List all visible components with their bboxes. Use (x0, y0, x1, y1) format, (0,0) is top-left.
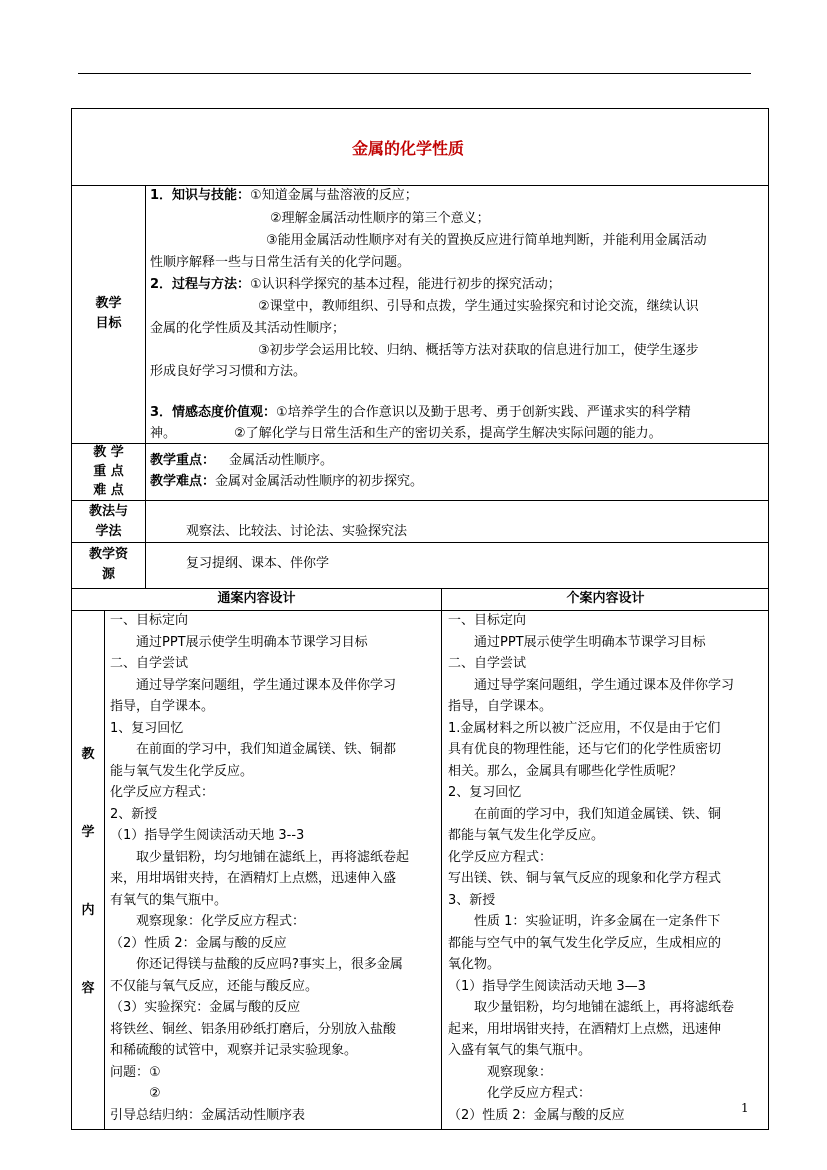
objective-line: ③能用金属活动性顺序对有关的置换反应进行简单地判断，并能利用金属活动 (266, 233, 707, 248)
content-line: 通过导学案问题组，学生通过课本及伴你学习 (110, 677, 397, 693)
content-line: 化学反应方程式： (448, 849, 553, 865)
teaching-focus: 教学重点： 金属活动性顺序。 (150, 453, 334, 468)
objective-emotion: 3．情感态度价值观：①培养学生的合作意识以及勤于思考、勇于创新实践、严谨求实的科学精 (150, 405, 691, 420)
header-rule (78, 73, 751, 74)
content-line: 写出镁、铁、铜与氧气反应的现象和化学方程式 (448, 871, 722, 886)
method-label: 教法与 学法 (88, 504, 128, 539)
objective-line: ②理解金属活动性顺序的第三个意义； (270, 211, 490, 226)
content-line: 氧化物。 (448, 957, 501, 972)
content-line: 指导，自学课本。 (110, 699, 215, 714)
content-line: 2、新授 (110, 806, 158, 822)
content-line: 性质 1：实验证明，许多金属在一定条件下 (448, 914, 721, 929)
content-line: 3、新授 (448, 892, 496, 908)
content-line: 通过PPT展示使学生明确本节课学习目标 (110, 634, 368, 650)
content-line: 具有优良的物理性能，还与它们的化学性质密切 (448, 742, 722, 757)
content-line: ② (110, 1086, 161, 1101)
column-divider (104, 610, 105, 1130)
content-line: 不仅能与氧气反应，还能与酸反应。 (110, 978, 319, 994)
content-line: 观察现象：化学反应方程式： (110, 914, 306, 929)
objective-line: 金属的化学性质及其活动性顺序； (150, 321, 346, 336)
content-line: 你还记得镁与盐酸的反应吗?事实上，很多金属 (110, 957, 403, 972)
content-line: 将铁丝、铜丝、铝条用砂纸打磨后，分别放入盐酸 (110, 1021, 397, 1037)
objectives-label: 教学 目标 (95, 296, 122, 331)
content-line: 一、目标定向 (110, 613, 189, 628)
content-line: 1、复习回忆 (110, 720, 184, 736)
content-line: 观察现象： (448, 1064, 553, 1080)
row-divider (71, 542, 769, 543)
content-side-label: 教 学 内 容 (81, 747, 95, 996)
content-line: 问题：① (110, 1064, 161, 1080)
content-line: 都能与空气中的氧气发生化学反应，生成相应的 (448, 935, 722, 951)
content-line: 取少量铝粉，均匀地铺在滤纸上，再将滤纸卷 (448, 1000, 735, 1015)
content-line: （2）性质 2：金属与酸的反应 (448, 1107, 625, 1123)
content-line: （1）指导学生阅读活动天地 3--3 (110, 828, 305, 843)
content-line: 1.金属材料之所以被广泛应用，不仅是由于它们 (448, 720, 721, 736)
content-line: 在前面的学习中，我们知道金属镁、铁、铜都 (110, 742, 397, 757)
content-line: 能与氧气发生化学反应。 (110, 763, 254, 779)
content-line: 入盛有氧气的集气瓶中。 (448, 1043, 592, 1058)
objective-line: 性顺序解释一些与日常生活有关的化学问题。 (150, 255, 411, 270)
content-line: 都能与氧气发生化学反应。 (448, 828, 605, 843)
content-line: 引导总结归纳：金属活动性顺序表 (110, 1107, 306, 1123)
keypoints-label: 教 学 重 点 难 点 (93, 445, 124, 498)
objective-line: 形成良好学习习惯和方法。 (150, 364, 307, 379)
objective-line: ②课堂中，教师组织、引导和点拨，学生通过实验探究和讨论交流，继续认识 (258, 299, 699, 314)
page-number: 1 (741, 1101, 749, 1115)
content-line: 化学反应方程式： (448, 1086, 592, 1101)
row-divider (71, 500, 769, 501)
teaching-method: 观察法、比较法、讨论法、实验探究法 (186, 524, 408, 539)
teaching-resources: 复习提纲、课本、伴你学 (186, 556, 330, 571)
content-line: 通过PPT展示使学生明确本节课学习目标 (448, 634, 706, 650)
column-divider (145, 185, 146, 588)
common-design-header: 通案内容设计 (217, 591, 296, 606)
row-divider (71, 588, 769, 589)
content-line: 和稀硫酸的试管中，观察并记录实验现象。 (110, 1043, 358, 1058)
content-line: 一、目标定向 (448, 613, 527, 628)
teaching-difficulty: 教学难点：金属对金属活动性顺序的初步探究。 (150, 474, 424, 489)
content-line: 指导，自学课本。 (448, 699, 553, 714)
content-line: 来，用坩埚钳夹持，在酒精灯上点燃，迅速伸入盛 (110, 871, 397, 886)
objective-knowledge: 1．知识与技能：①知道金属与盐溶液的反应； (150, 188, 418, 203)
content-line: 二、自学尝试 (448, 656, 527, 671)
content-line: （3）实验探究：金属与酸的反应 (110, 1000, 301, 1015)
content-line: 在前面的学习中，我们知道金属镁、铁、铜 (448, 806, 722, 822)
content-line: （1）指导学生阅读活动天地 3—3 (448, 978, 646, 994)
column-divider (441, 588, 442, 1130)
content-line: 有氧气的集气瓶中。 (110, 892, 228, 908)
content-line: 化学反应方程式： (110, 785, 215, 800)
content-line: （2）性质 2：金属与酸的反应 (110, 935, 287, 951)
objective-line: ③初步学会运用比较、归纳、概括等方法对获取的信息进行加工，使学生逐步 (258, 343, 699, 358)
page-title: 金属的化学性质 (352, 139, 465, 158)
content-line: 通过导学案问题组，学生通过课本及伴你学习 (448, 677, 735, 693)
content-line: 2、复习回忆 (448, 785, 522, 800)
resources-label: 教学资 源 (88, 547, 128, 582)
objective-line: 神。 ②了解化学与日常生活和生产的密切关系，提高学生解决实际问题的能力。 (150, 426, 662, 441)
content-line: 二、自学尝试 (110, 656, 189, 671)
individual-design-header: 个案内容设计 (566, 591, 645, 606)
objective-process: 2．过程与方法：①认识科学探究的基本过程，能进行初步的探究活动； (150, 277, 561, 292)
content-line: 取少量铝粉，均匀地铺在滤纸上，再将滤纸卷起 (110, 849, 410, 865)
content-line: 相关。那么，金属具有哪些化学性质呢？ (448, 763, 683, 779)
content-line: 起来，用坩埚钳夹持，在酒精灯上点燃，迅速伸 (448, 1021, 722, 1037)
